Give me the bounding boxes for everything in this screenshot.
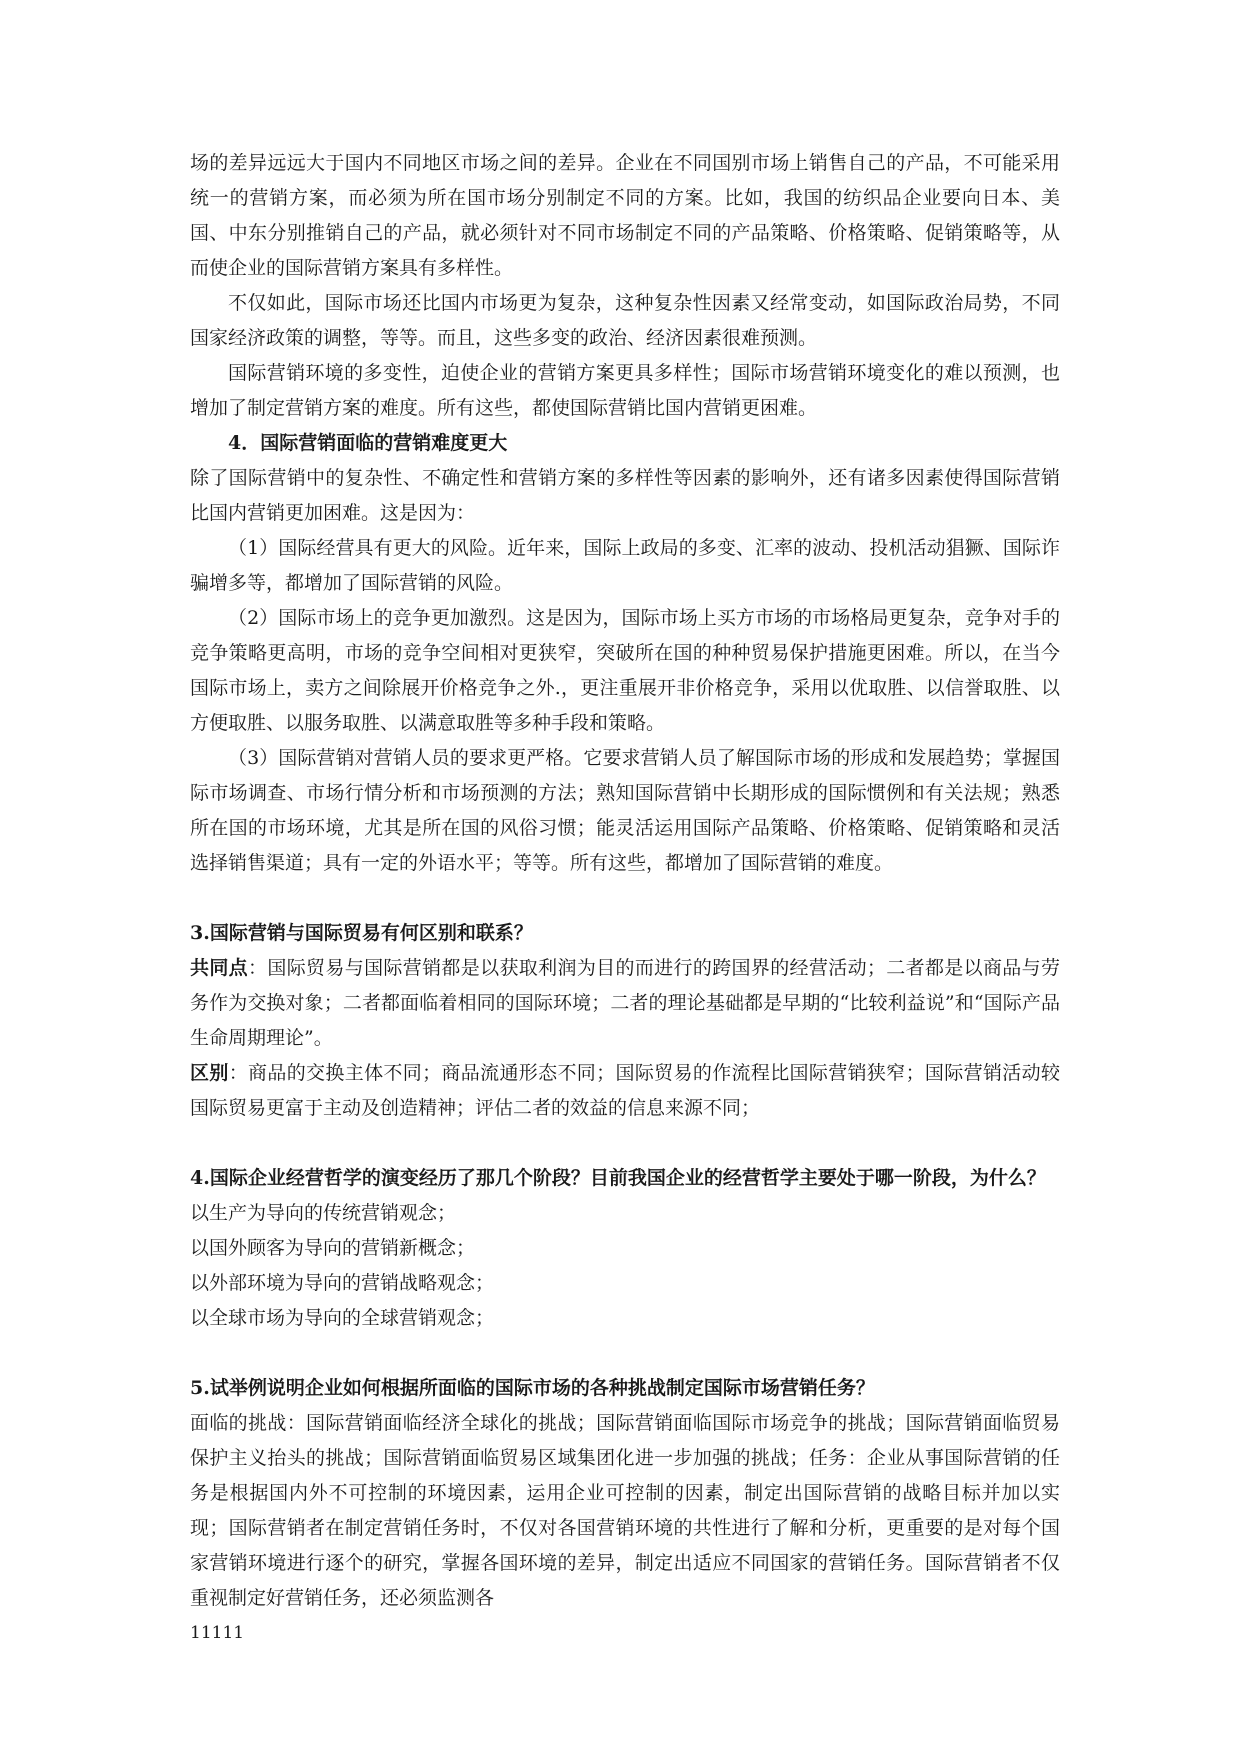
question-3-heading: 3.国际营销与国际贸易有何区别和联系？ [190, 922, 533, 944]
spacer [190, 1336, 1060, 1371]
paragraph-variability: 国际营销环境的多变性，迫使企业的营销方案更具多样性；国际市场营销环境变化的难以预测，也增加了制定营销方案的难度。所有这些，都使国际营销比国内营销更困难。 [190, 362, 1060, 419]
point-2-competition: （2）国际市场上的竞争更加激烈。这是因为，国际市场上买方市场的市场格局更复杂，竞争对手的竞争策略更高明，市场的竞争空间相对更狭窄，突破所在国的种种贸易保护措施更困难。所以，在当今国际市场上，卖方之间除展开价格竞争之外.，更注重展开非价格竞争，采用以优取胜、以信誉取胜、以方便取胜、以服务取胜、以满意取胜等多种手段和策略。 [190, 607, 1060, 734]
stage-item: 以全球市场为导向的全球营销观念； [190, 1307, 495, 1329]
common-label: 共同点 [190, 957, 249, 979]
question-3-common [190, 951, 1060, 1056]
point-1-risk: （1）国际经营具有更大的风险。近年来，国际上政局的多变、汇率的波动、投机活动猖獗、国际诈骗增多等，都增加了国际营销的风险。 [190, 537, 1060, 594]
question-4-heading: 4.国际企业经营哲学的演变经历了那几个阶段？目前我国企业的经营哲学主要处于哪一阶段，为什么？ [190, 1167, 1046, 1189]
question-5-answer: 面临的挑战：国际营销面临经济全球化的挑战；国际营销面临国际市场竞争的挑战；国际营销面临贸易保护主义抬头的挑战；国际营销面临贸易区域集团化进一步加强的挑战；任务：企业从事国际营销的任务是根据国内外不可控制的环境因素，运用企业可控制的因素，制定出国际营销的战略目标并加以实现；国际营销者在制定营销任务时，不仅对各国营销环境的共性进行了解和分析，更重要的是对每个国家营销环境进行逐个的研究，掌握各国环境的差异，制定出适应不同国家的营销任务。国际营销者不仅重视制定好营销任务，还必须监测各 [190, 1412, 1060, 1609]
document-body [190, 146, 1060, 1616]
paragraph-market-differences: 场的差异远远大于国内不同地区市场之间的差异。企业在不同国别市场上销售自己的产品，不可能采用统一的营销方案，而必须为所在国市场分别制定不同的方案。比如，我国的纺织品企业要向日本、美国、中东分别推销自己的产品，就必须针对不同市场制定不同的产品策略、价格策略、促销策略等，从而使企业的国际营销方案具有多样性。 [190, 152, 1060, 279]
difference-label: 区别 [190, 1062, 229, 1084]
spacer [190, 1126, 1060, 1161]
common-text: ：国际贸易与国际营销都是以获取利润为目的而进行的跨国界的经营活动；二者都是以商品与劳务作为交换对象；二者都面临着相同的国际环境；二者的理论基础都是早期的“比较利益说”和“国际产品生命周期理论”。 [190, 957, 1060, 1049]
question-5-heading: 5.试举例说明企业如何根据所面临的国际市场的各种挑战制定国际市场营销任务？ [190, 1377, 875, 1399]
section-4-intro: 除了国际营销中的复杂性、不确定性和营销方案的多样性等因素的影响外，还有诸多因素使得国际营销比国内营销更加困难。这是因为： [190, 467, 1060, 524]
spacer [190, 881, 1060, 916]
stage-item: 以生产为导向的传统营销观念； [190, 1202, 457, 1224]
question-3-difference [190, 1056, 1060, 1126]
stage-item: 以国外顾客为导向的营销新概念； [190, 1237, 476, 1259]
page-footer: 11111 [190, 1623, 245, 1643]
stage-item: 以外部环境为导向的营销战略观念； [190, 1272, 495, 1294]
section-4-heading: 4．国际营销面临的营销难度更大 [228, 432, 508, 454]
difference-text: ：商品的交换主体不同；商品流通形态不同；国际贸易的作流程比国际营销狭窄；国际营销活动较国际贸易更富于主动及创造精神；评估二者的效益的信息来源不同； [190, 1062, 1060, 1119]
point-3-requirements: （3）国际营销对营销人员的要求更严格。它要求营销人员了解国际市场的形成和发展趋势；掌握国际市场调查、市场行情分析和市场预测的方法；熟知国际营销中长期形成的国际惯例和有关法规；熟悉所在国的市场环境，尤其是所在国的风俗习惯；能灵活运用国际产品策略、价格策略、促销策略和灵活选择销售渠道；具有一定的外语水平；等等。所有这些，都增加了国际营销的难度。 [190, 747, 1060, 874]
paragraph-complexity: 不仅如此，国际市场还比国内市场更为复杂，这种复杂性因素又经常变动，如国际政治局势，不同国家经济政策的调整，等等。而且，这些多变的政治、经济因素很难预测。 [190, 292, 1060, 349]
